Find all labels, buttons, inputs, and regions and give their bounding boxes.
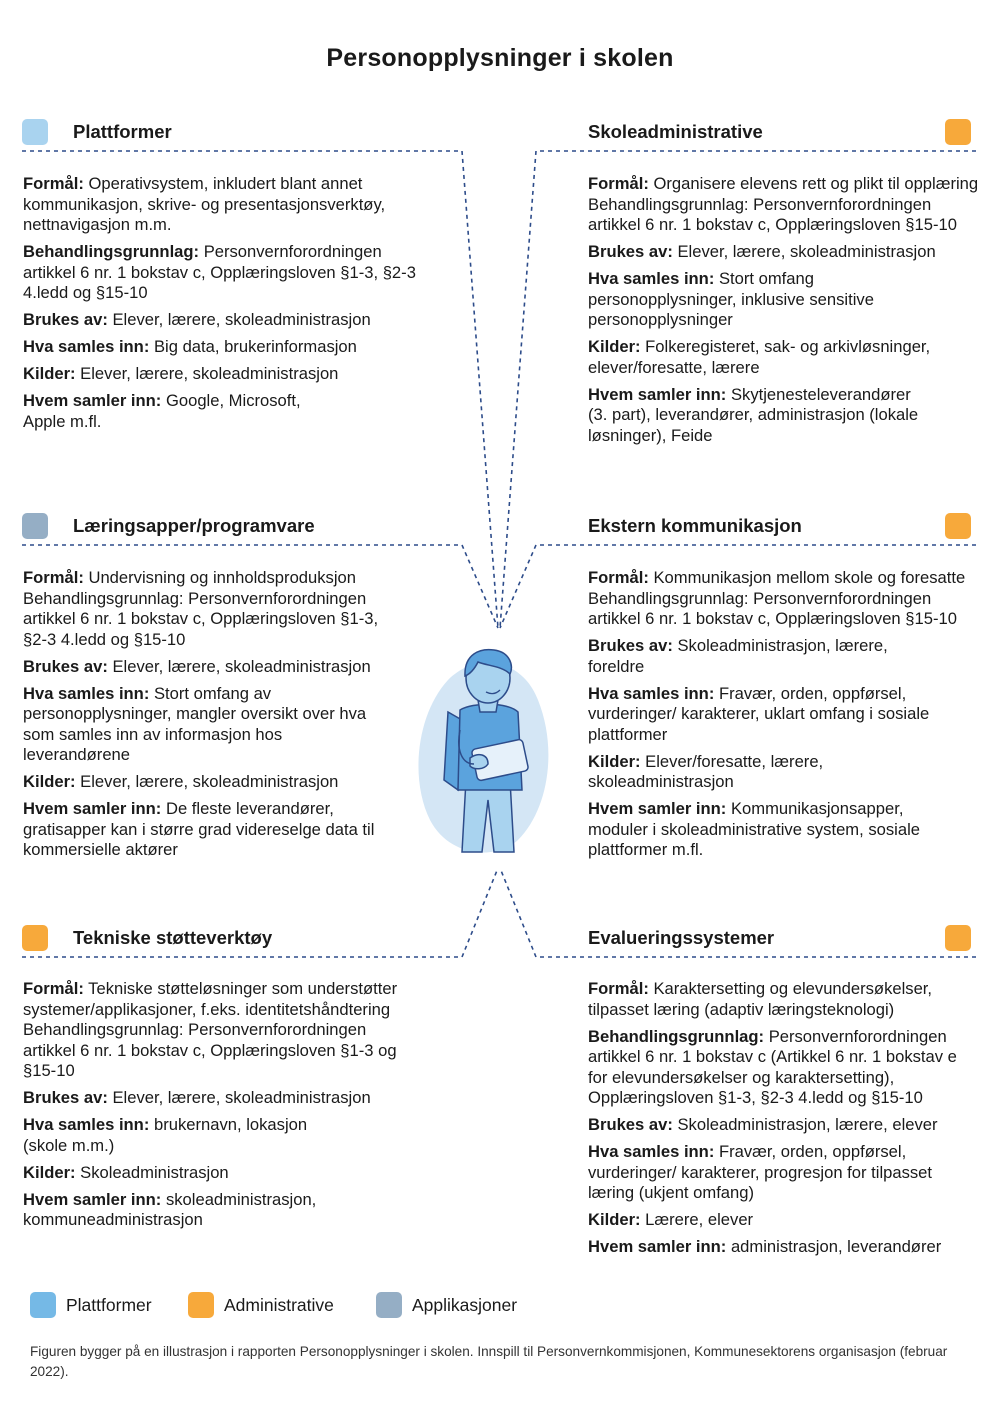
item-formal: Formål: Karaktersetting og elevundersøkelser, tilpasset læring (adaptiv læringsteknologi): [588, 979, 933, 1019]
body-plattformer: [23, 174, 428, 439]
item-hva-samles-inn: Hva samles inn: Fravær, orden, oppførsel, vurderinger/ karakterer, uklart omfang i sosiale plattformer: [588, 683, 930, 744]
item-hva-samles-inn: Hva samles inn: Big data, brukerinformasjon: [23, 337, 357, 356]
item-formal: Formål: Organisere elevens rett og plikt til opplæring Behandlingsgrunnlag: Personvernforordningen artikkel 6 nr. 1 bokstav c, Opplæringsloven §15-10: [588, 174, 979, 234]
figure-hand: [470, 755, 488, 769]
body-evaluering: [588, 979, 973, 1264]
body-laeringsapper: [23, 568, 403, 867]
item-hvem-samler-inn: Hvem samler inn: Google, Microsoft, Apple m.fl.: [23, 391, 301, 431]
swatch-ekstern: [945, 513, 971, 539]
header-evaluering: Evalueringssystemer: [588, 927, 775, 948]
item-brukes-av: Brukes av: Skoleadministrasjon, lærere, foreldre: [588, 636, 888, 676]
item-kilder: Kilder: Skoleadministrasjon: [23, 1162, 229, 1182]
header-tekniske: Tekniske støtteverktøy: [73, 927, 273, 948]
item-hvem-samler-inn: Hvem samler inn: Kommunikasjonsapper, moduler i skoleadministrative system, sosiale plattformer m.fl.: [588, 799, 920, 859]
item-kilder: Kilder: Elever, lærere, skoleadministrasjon: [23, 772, 339, 791]
item-hva-samles-inn: Hva samles inn: Fravær, orden, oppførsel, vurderinger/ karakterer, progresjon for tilpasset læring (ukjent omfang): [588, 1142, 933, 1202]
item-kilder: Kilder: Elever/foresatte, lærere, skoleadministrasjon: [588, 751, 824, 791]
item-hvem-samler-inn: Hvem samler inn: Skytjenesteleverandører (3. part), leverandører, administrasjon (lokale løsninger), Feide: [588, 384, 919, 445]
footnote: Figuren bygger på en illustrasjon i rapporten Personopplysninger i skolen. Innspill til Personvernkommisjonen, Kommunesektorens organisasjon (februar 2022).: [30, 1344, 948, 1379]
item-formal: Formål: Kommunikasjon mellom skole og foresatte Behandlingsgrunnlag: Personvernforordningen artikkel 6 nr. 1 bokstav c, Opplæringsloven §15-10: [588, 568, 966, 628]
swatch-laeringsapper: [22, 513, 48, 539]
body-tekniske: [23, 979, 423, 1237]
item-behandlingsgrunnlag: Behandlingsgrunnlag: Personvernforordningen artikkel 6 nr. 1 bokstav c, Opplæringsloven §1-3, §2-3 4.ledd og §15-10: [23, 242, 416, 302]
legend-swatch-applikasjoner: [376, 1292, 402, 1318]
swatch-evaluering: [945, 925, 971, 951]
body-ekstern: [588, 568, 983, 867]
swatch-skoleadministrative: [945, 119, 971, 145]
item-hva-samles-inn: Hva samles inn: Stort omfang av personopplysninger, mangler oversikt over hva som samles inn av informasjon hos leverandørene: [23, 683, 367, 764]
item-brukes-av: Brukes av: Elever, lærere, skoleadministrasjon: [23, 310, 371, 329]
item-hvem-samler-inn: Hvem samler inn: administrasjon, leverandører: [588, 1237, 942, 1256]
swatch-tekniske: [22, 925, 48, 951]
item-brukes-av: Brukes av: Elever, lærere, skoleadministrasjon: [588, 242, 936, 261]
item-formal: Formål: Operativsystem, inkludert blant annet kommunikasjon, skrive- og presentasjonsverktøy, nettnavigasjon m.m.: [23, 174, 386, 234]
item-hvem-samler-inn: Hvem samler inn: De fleste leverandører, gratisapper kan i større grad videreselge data til kommersielle aktører: [23, 799, 375, 859]
item-brukes-av: Brukes av: Elever, lærere, skoleadministrasjon: [23, 656, 371, 676]
swatch-plattformer: [22, 119, 48, 145]
body-skoleadministrative: [588, 174, 988, 453]
item-formal: Formål: Tekniske støtteløsninger som understøtter systemer/applikasjoner, f.eks. identitetshåndtering Behandlingsgrunnlag: Personvernforordningen artikkel 6 nr. 1 bokstav c, Opplæringsloven §1-3 og §15-10: [23, 979, 398, 1080]
item-brukes-av: Brukes av: Elever, lærere, skoleadministrasjon: [23, 1088, 371, 1107]
header-ekstern: Ekstern kommunikasjon: [588, 515, 802, 536]
legend-swatch-plattformer: [30, 1292, 56, 1318]
header-laeringsapper: Læringsapper/programvare: [73, 515, 315, 536]
item-formal: Formål: Undervisning og innholdsproduksjon Behandlingsgrunnlag: Personvernforordningen artikkel 6 nr. 1 bokstav c, Opplæringsloven §1-3, §2-3 4.ledd og §15-10: [23, 568, 379, 649]
item-behandlingsgrunnlag: Behandlingsgrunnlag: Personvernforordningen artikkel 6 nr. 1 bokstav c (Artikkel 6 nr. 1 bokstav e for elevundersøkelser og karaktersetting), Opplæringsloven §1-3, §2-3 4.ledd og §15-10: [588, 1026, 957, 1107]
legend-swatch-administrative: [188, 1292, 214, 1318]
item-kilder: Kilder: Folkeregisteret, sak- og arkivløsninger, elever/foresatte, lærere: [588, 337, 931, 377]
page-title: Personopplysninger i skolen: [326, 44, 674, 72]
header-skoleadministrative: Skoleadministrative: [588, 121, 763, 142]
item-brukes-av: Brukes av: Skoleadministrasjon, lærere, elever: [588, 1115, 938, 1134]
item-hva-samles-inn: Hva samles inn: Stort omfang personopplysninger, inklusive sensitive personopplysninger: [588, 269, 874, 329]
student-illustration: [418, 640, 554, 860]
legend-item-administrative: Administrative: [188, 1292, 334, 1318]
item-kilder: Kilder: Lærere, elever: [588, 1210, 754, 1229]
item-hvem-samler-inn: Hvem samler inn: skoleadministrasjon, kommuneadministrasjon: [23, 1189, 317, 1229]
item-hva-samles-inn: Hva samles inn: brukernavn, lokasjon (skole m.m.): [23, 1115, 308, 1155]
header-plattformer: Plattformer: [73, 121, 172, 142]
item-kilder: Kilder: Elever, lærere, skoleadministrasjon: [23, 364, 339, 383]
legend-item-plattformer: Plattformer: [30, 1292, 152, 1318]
legend-item-applikasjoner: Applikasjoner: [376, 1292, 517, 1318]
